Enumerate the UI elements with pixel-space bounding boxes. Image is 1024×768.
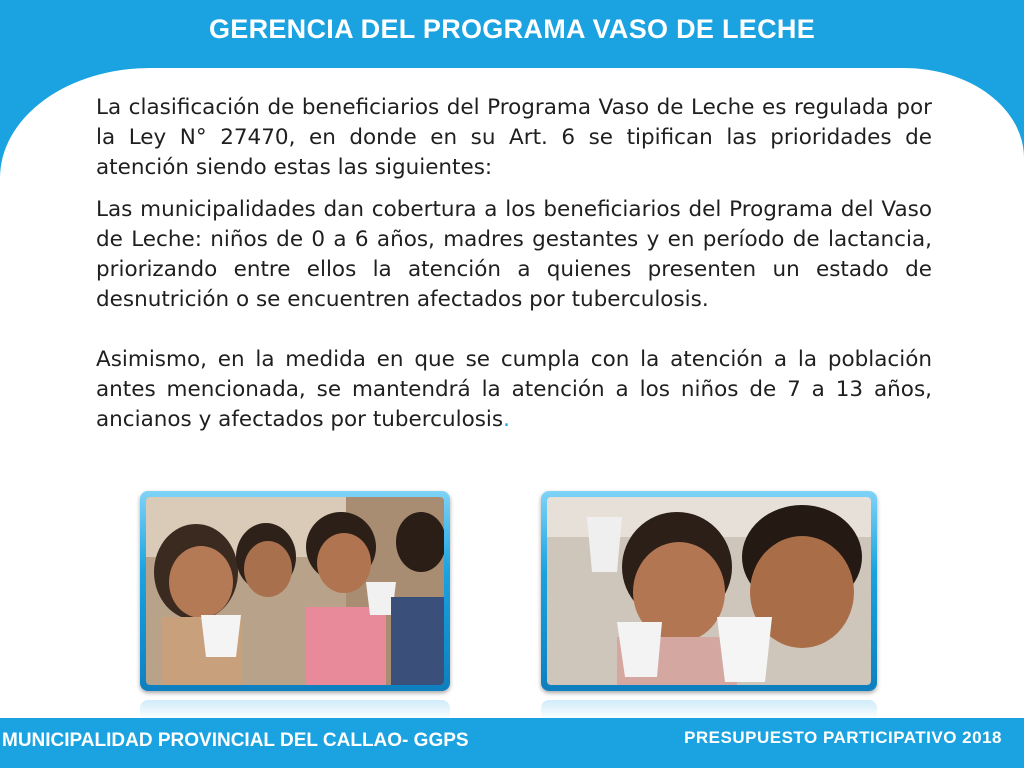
footer-budget-label: PRESUPUESTO PARTICIPATIVO 2018 [684, 728, 1002, 747]
photo-frame-right [541, 491, 877, 691]
photo-frame-left [140, 491, 450, 691]
footer-organization: MUNICIPALIDAD PROVINCIAL DEL CALLAO- GGPS [2, 730, 469, 751]
paragraph-extension [96, 345, 932, 435]
children-photo-left [146, 497, 444, 685]
children-illustration-left [146, 497, 444, 685]
slide-title: GERENCIA DEL PROGRAMA VASO DE LECHE [208, 14, 816, 44]
paragraph-intro: La clasificación de beneficiarios del Programa Vaso de Leche es regulada por la Ley N° 27470, en donde en su Art. 6 se tipifican las prioridades de atención siendo estas las siguientes: [96, 95, 932, 180]
photo-reflection-right [541, 700, 877, 720]
photo-reflection-left [140, 700, 450, 720]
paragraph-coverage: Las municipalidades dan cobertura a los beneficiarios del Programa del Vaso de Leche: niños de 0 a 6 años, madres gestantes y en período de lactancia, priorizando entre ellos la atención a quienes presenten un estado de desnutrición o se encuentren afectados por tuberculosis. [96, 197, 932, 312]
paragraph-extension-text: Asimismo, en la medida en que se cumpla con la atención a la población antes mencionada, se mantendrá la atención a los niños de 7 a 13 años, ancianos y afectados por tuberculosis [96, 347, 932, 432]
children-illustration-right [547, 497, 871, 685]
children-photo-right [547, 497, 871, 685]
body-text [96, 93, 932, 435]
paragraph-end-dot: . [503, 407, 510, 432]
